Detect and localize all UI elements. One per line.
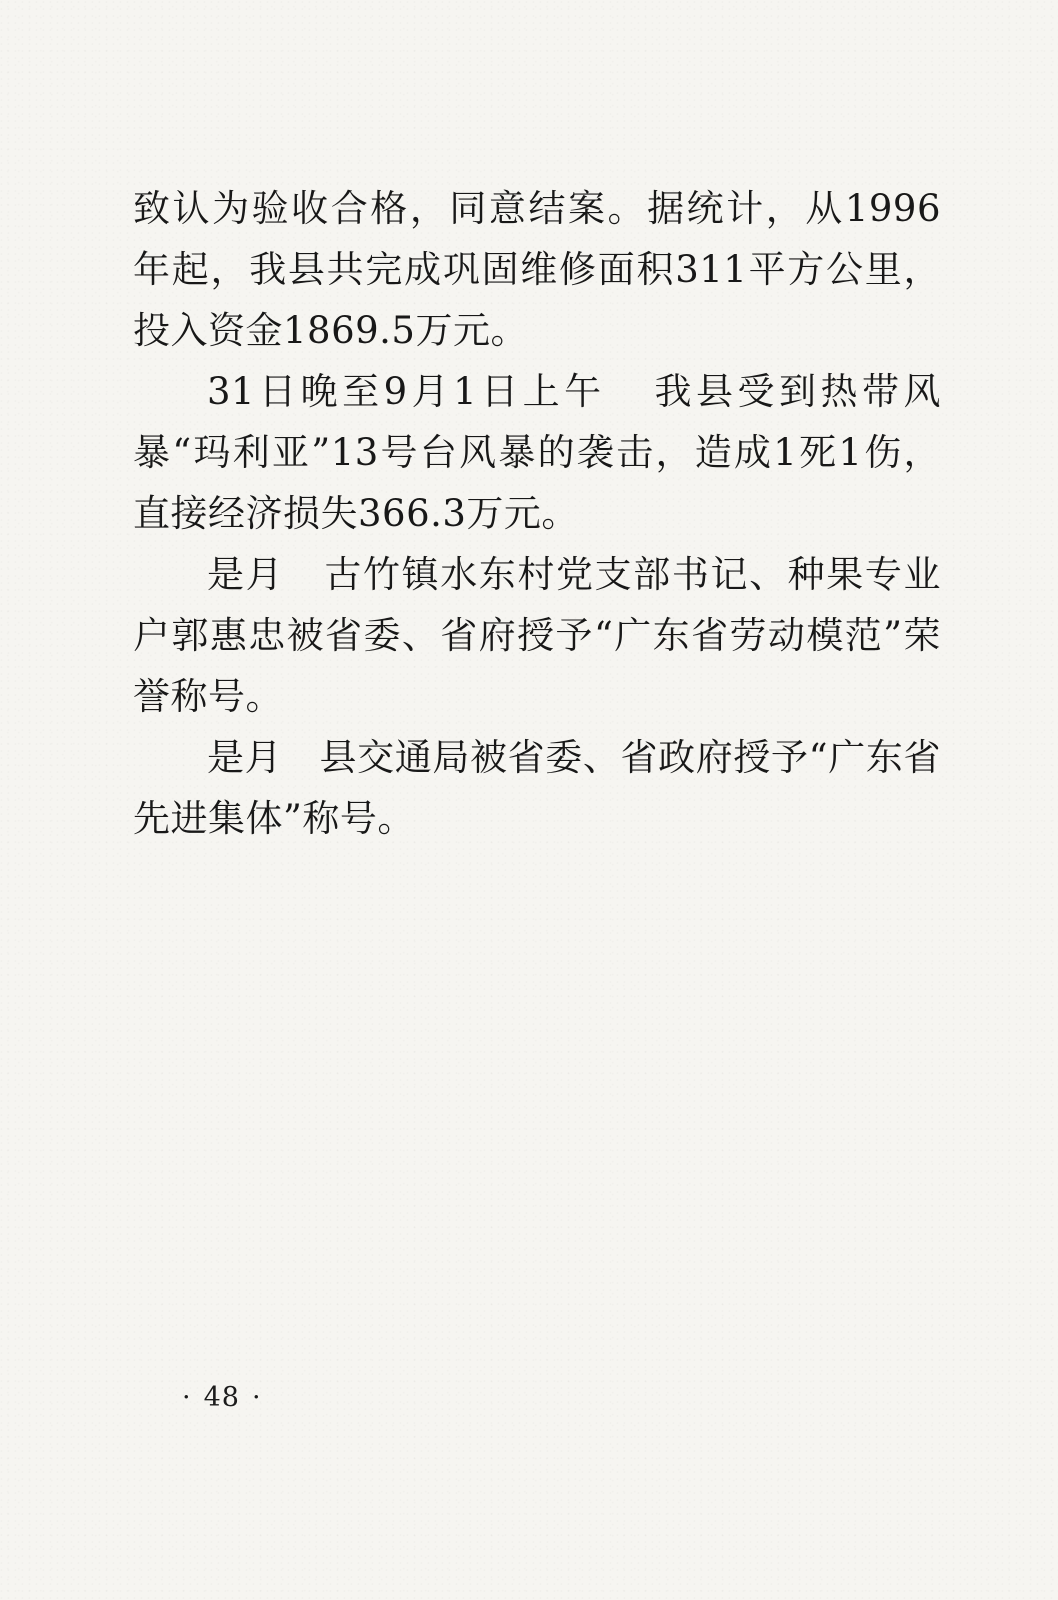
paragraph-text: 古竹镇水东村党支部书记、种果专业户郭惠忠被省委、省府授予“广东省劳动模范”荣誉称号。 bbox=[133, 553, 942, 718]
page-number-value: 48 bbox=[203, 1382, 240, 1413]
page-number bbox=[170, 1382, 274, 1413]
paragraph-text: 我县受到热带风暴“玛利亚”13号台风暴的袭击，造成1死1伤，直接经济损失366.3万元。 bbox=[133, 370, 941, 535]
paragraph-transport-bureau-entry bbox=[133, 727, 941, 849]
body-text bbox=[133, 178, 941, 849]
date-lead: 是月 bbox=[207, 553, 285, 596]
folio-right-dot: · bbox=[251, 1382, 262, 1413]
paragraph-typhoon-entry bbox=[133, 361, 941, 544]
paragraph-acceptance-summary bbox=[133, 178, 941, 361]
paragraph-text: 县交通局被省委、省政府授予“广东省先进集体”称号。 bbox=[133, 736, 941, 840]
date-lead: 是月 bbox=[207, 736, 283, 779]
paragraph-text: 致认为验收合格，同意结案。据统计，从1996年起，我县共完成巩固维修面积311平方公里，投入资金1869.5万元。 bbox=[133, 187, 941, 352]
date-lead: 31日晚至9月1日上午 bbox=[207, 370, 606, 413]
paragraph-labor-model-entry bbox=[133, 544, 941, 727]
folio-left-dot: · bbox=[182, 1382, 192, 1413]
